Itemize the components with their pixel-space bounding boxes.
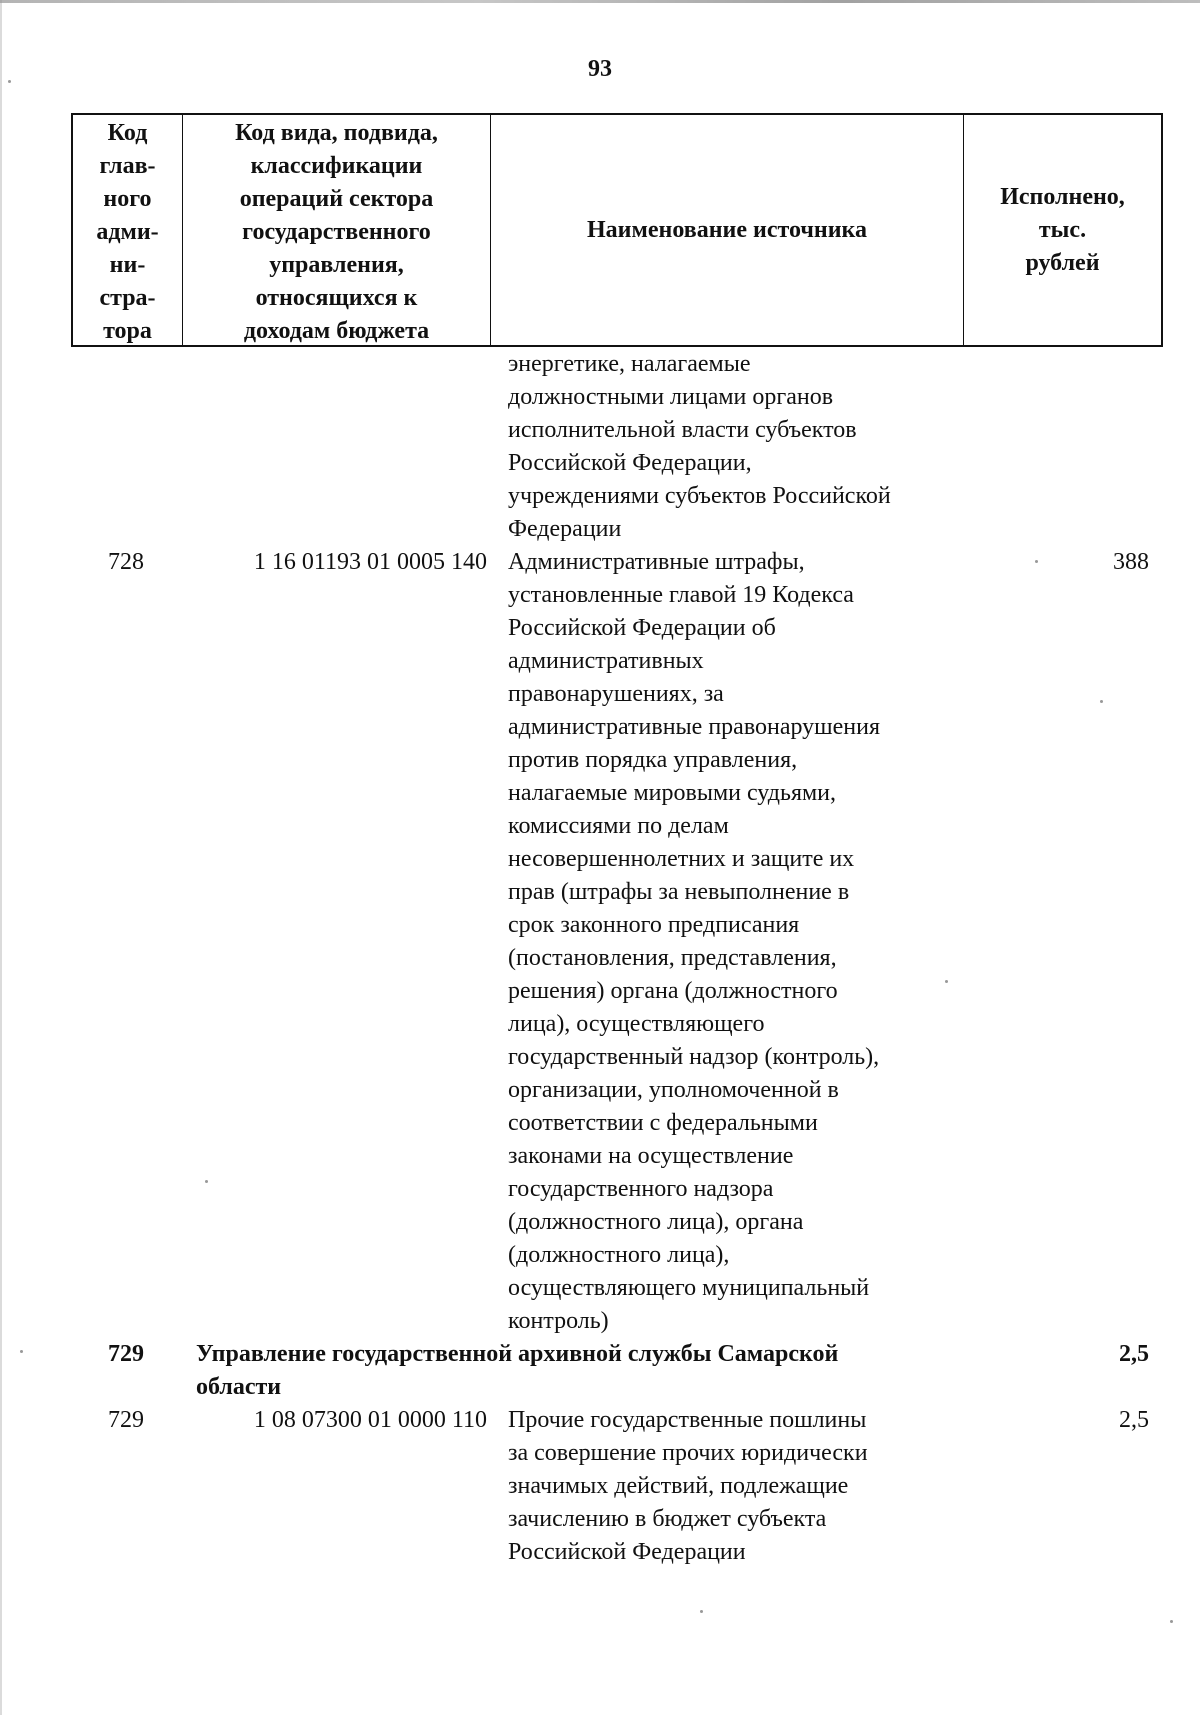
page-number: 93	[588, 56, 612, 82]
admin-code-cell: 728	[108, 549, 144, 575]
table-body	[71, 348, 1163, 1569]
header-source-name-label: Наименование источника	[587, 216, 867, 243]
header-executed-amount-label: Исполнено, тыс. рублей	[1000, 184, 1125, 276]
admin-code-cell: 729	[108, 1341, 144, 1367]
source-name-cell: энергетике, налагаемые должностными лицами органов исполнительной власти субъектов Российской Федерации, учреждениями субъектов Российской Федерации	[508, 351, 891, 542]
table-row-group-title	[71, 1338, 1163, 1404]
classification-code-cell	[181, 348, 489, 546]
scan-speck	[20, 1350, 23, 1353]
admin-code-cell: 729	[108, 1407, 144, 1433]
amount-cell: 2,5	[1119, 1407, 1149, 1433]
header-admin-code-label: Код глав- ного адми- ни- стра- тора	[96, 120, 159, 344]
classification-code-text: 1 08 07300 01 0000 110	[253, 1407, 487, 1433]
table-row	[71, 1404, 1163, 1569]
amount-cell: 388	[1113, 549, 1149, 575]
classification-code-cell	[181, 1404, 489, 1569]
classification-code-cell	[181, 546, 489, 1338]
scan-speck	[8, 80, 11, 83]
scan-edge-top	[0, 0, 1200, 3]
scan-speck	[1170, 1620, 1173, 1623]
classification-code-text: 1 16 01193 01 0005 140	[253, 549, 487, 575]
source-name-cell: Прочие государственные пошлины за совершение прочих юридически значимых действий, подлежащие зачислению в бюджет субъекта Российской Федерации	[508, 1407, 868, 1565]
table-row	[71, 546, 1163, 1338]
scan-speck	[700, 1610, 703, 1613]
amount-cell	[962, 348, 1163, 546]
scan-speck	[1035, 560, 1038, 563]
table-row	[71, 348, 1163, 546]
header-source-name	[491, 115, 964, 345]
header-executed-amount	[964, 115, 1161, 345]
table-header	[71, 113, 1163, 347]
source-name-cell: Административные штрафы, установленные главой 19 Кодекса Российской Федерации об административных правонарушениях, за административные правонарушения против порядка управления, налагаемые мировыми судьями, комиссиями по делам несовершеннолетних и защите их прав (штрафы за невыполнение в срок законного предписания (постановления, представления, решения) органа (должностного лица), осуществляющего государственный надзор (контроль), организации, уполномоченной в соответствии с федеральными законами на осуществление государственного надзора (должностного лица), органа (должностного лица), осуществляющего муниципальный контроль)	[508, 549, 881, 1334]
administrator-title-cell: Управление государственной архивной службы Самарской области	[196, 1341, 839, 1400]
admin-code-cell	[71, 348, 181, 546]
scan-edge-left	[0, 0, 2, 1715]
header-classification-code	[183, 115, 491, 345]
scan-speck	[1100, 700, 1103, 703]
header-classification-code-label: Код вида, подвида, классификации операций сектора государственного управления, относящихся к доходам бюджета	[235, 120, 438, 344]
scan-speck	[205, 1180, 208, 1183]
header-admin-code	[73, 115, 183, 345]
scan-speck	[945, 980, 948, 983]
amount-cell: 2,5	[1119, 1341, 1149, 1367]
